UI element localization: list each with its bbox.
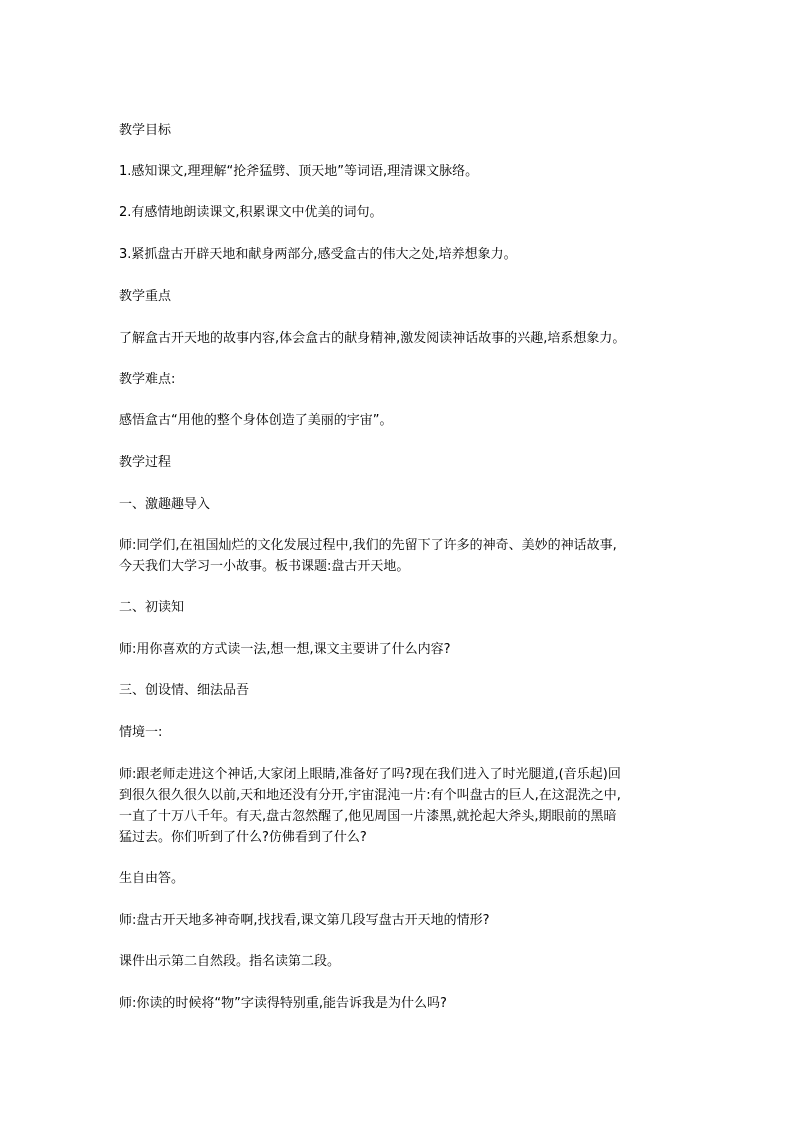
student-answer: 生自由答。 (119, 871, 185, 886)
teacher-paragraph-3-line-2: 到很久很久很久以前,天和地还没有分开,宇宙混沌一片:有个叫盘古的巨人,在这混洗之中, (119, 788, 621, 803)
section-1-heading: 一、激趣趣导入 (119, 497, 211, 512)
heading-teaching-process: 教学过程 (119, 455, 172, 470)
situation-1-label: 情境一: (119, 725, 163, 740)
teacher-paragraph-5: 师:你读的时候将“物”字读得特别重,能告诉我是为什么吗? (119, 996, 447, 1011)
teacher-paragraph-3-line-3: 一直了十万八千年。有天,盘古忽然醒了,他见周国一片漆黑,就抡起大斧头,期眼前的黑暗 (119, 809, 617, 824)
heading-key-points: 教学重点 (119, 289, 172, 304)
teacher-paragraph-3 (119, 764, 691, 848)
key-points-text: 了解盒古开天地的故事内容,体会盒古的献身精神,激发阅读神话故事的兴趣,培系想象力。 (119, 331, 626, 346)
teacher-paragraph-1 (119, 535, 691, 577)
teacher-paragraph-3-line-4: 猛过去。你们听到了什么?仿佛看到了什么? (119, 830, 367, 845)
courseware-instruction: 课件出示第二自然段。指名读第二段。 (119, 954, 341, 969)
teacher-paragraph-1-line-1: 师:同学们,在祖国灿烂的文化发展过程中,我们的先留下了许多的神奇、美妙的神话故事, (119, 538, 617, 553)
heading-difficulties: 教学难点: (119, 372, 176, 387)
teacher-paragraph-3-line-1: 师:跟老师走进这个神话,大家闭上眼睛,准备好了吗?现在我们进入了时光腿道,(音乐起)回 (119, 767, 621, 782)
difficulties-text: 感悟盒古“用他的整个身体创造了美丽的宇宙”。 (119, 413, 393, 428)
heading-teaching-objectives: 教学目标 (119, 123, 172, 138)
section-3-heading: 三、创设情、细法品吾 (119, 683, 250, 698)
objective-2: 2.有感情地朗读课文,积累课文中优美的词句。 (119, 205, 383, 220)
objective-3: 3.紧抓盘古开辟天地和献身两部分,感受盒古的伟大之处,培养想象力。 (119, 247, 517, 262)
section-2-heading: 二、初读知 (119, 600, 185, 615)
teacher-paragraph-2: 师:用你喜欢的方式读一法,想一想,课文主要讲了什么内容? (119, 642, 451, 657)
teacher-paragraph-1-line-2: 今天我们大学习一小故事。板书课题:盘古开天地。 (119, 559, 410, 574)
teacher-paragraph-4: 师:盘古开天地多神奇啊,找找看,课文第几段写盘古开天地的情形? (119, 913, 490, 928)
objective-1: 1.感知课文,理理解“抡斧猛劈、顶天地”等词语,理清课文脉络。 (119, 164, 479, 179)
